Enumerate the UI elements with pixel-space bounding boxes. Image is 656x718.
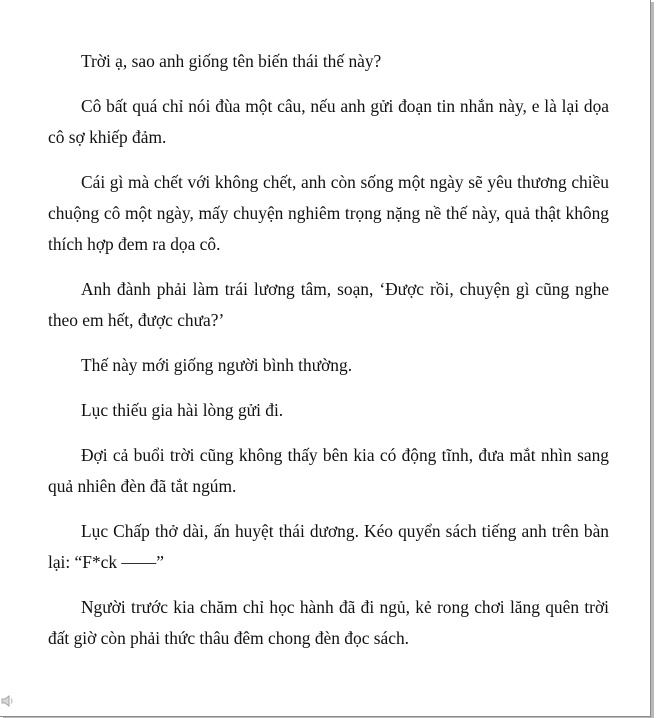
speaker-icon[interactable] — [1, 694, 15, 708]
document-body — [48, 46, 609, 668]
paragraph: Trời ạ, sao anh giống tên biến thái thế này? — [81, 51, 382, 71]
paragraph: Anh đành phải làm trái lương tâm, soạn, ‘Được rồi, chuyện gì cũng nghe theo em hết, được chưa?’ — [48, 279, 609, 330]
paragraph: Cái gì mà chết với không chết, anh còn sống một ngày sẽ yêu thương chiều chuộng cô một ngày, mấy chuyện nghiêm trọng nặng nề thế này, quả thật không thích hợp đem ra dọa cô. — [48, 172, 609, 254]
paragraph: Đợi cả buổi trời cũng không thấy bên kia có động tĩnh, đưa mắt nhìn sang quả nhiên đèn đã tắt ngúm. — [48, 445, 609, 496]
paragraph: Cô bất quá chỉ nói đùa một câu, nếu anh gửi đoạn tin nhắn này, e là lại dọa cô sợ khiếp đảm. — [48, 96, 609, 147]
paragraph: Lục thiếu gia hài lòng gửi đi. — [81, 400, 284, 420]
paragraph: Lục Chấp thở dài, ấn huyệt thái dương. Kéo quyển sách tiếng anh trên bàn lại: “F*ck ——” — [48, 521, 609, 572]
paragraph: Thế này mới giống người bình thường. — [81, 355, 353, 375]
paragraph: Người trước kia chăm chỉ học hành đã đi ngủ, kẻ rong chơi lăng quên trời đất giờ còn phải thức thâu đêm chong đèn đọc sách. — [48, 597, 609, 648]
